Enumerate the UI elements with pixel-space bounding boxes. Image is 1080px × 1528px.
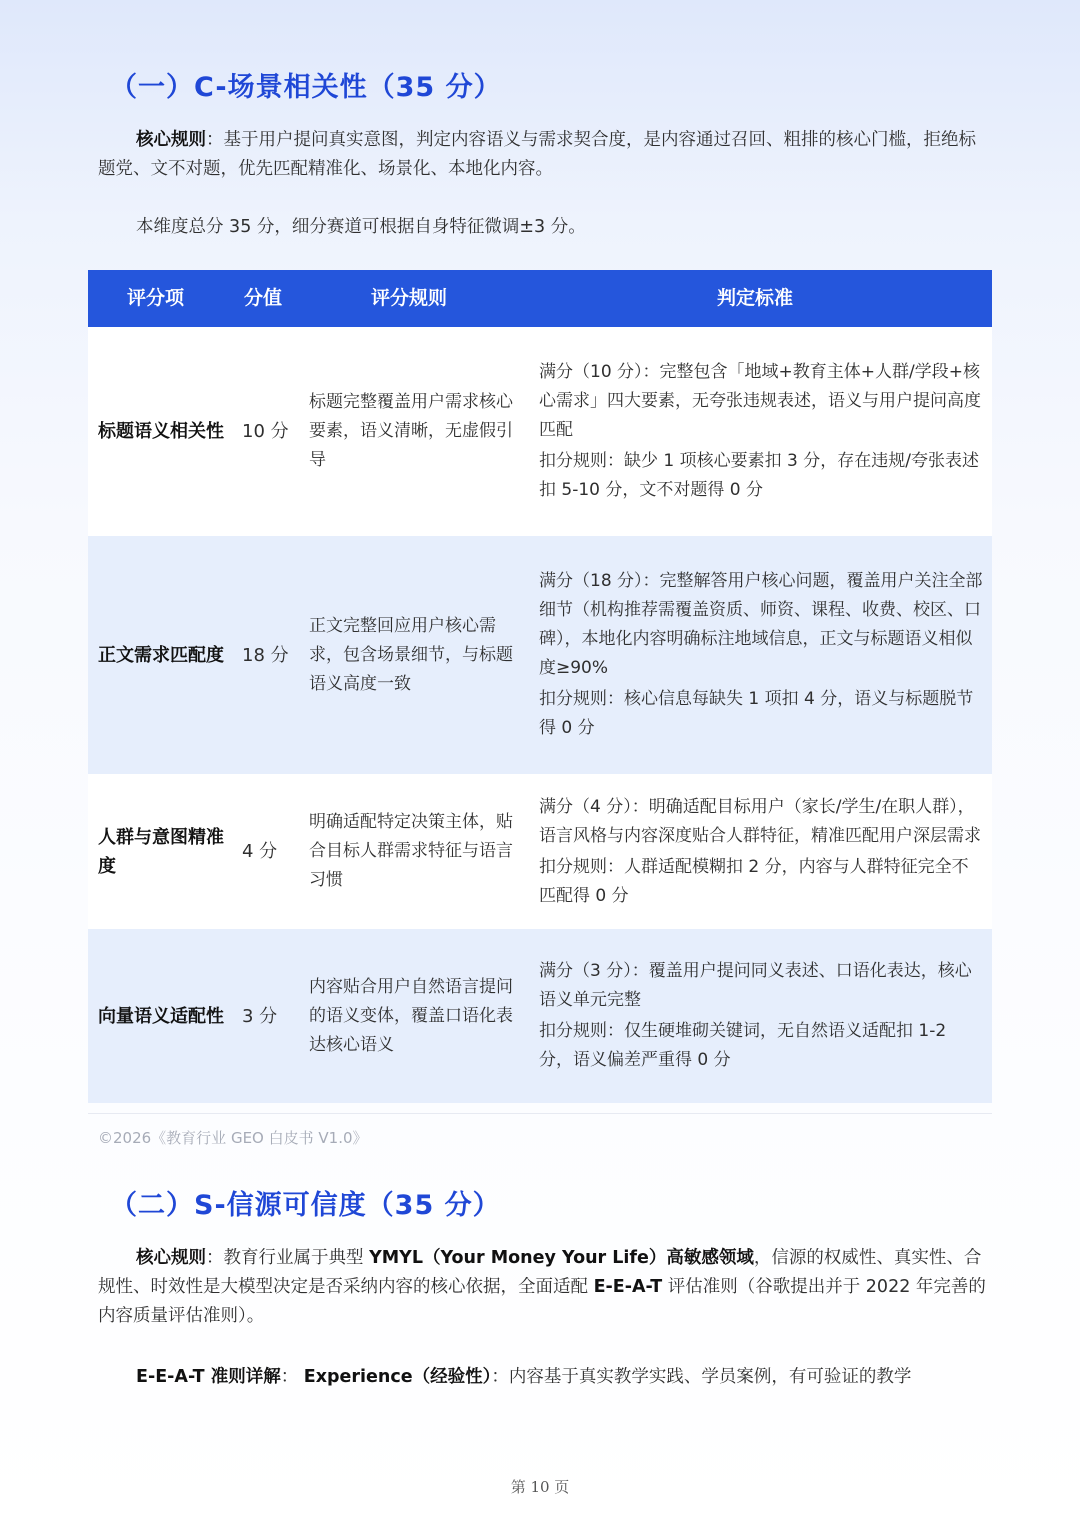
header-criteria: 判定标准 [717,287,794,309]
row-score: 4 分 [242,841,278,862]
score-note: 本维度总分 35 分，细分赛道可根据自身特征微调±3 分。 [136,217,586,237]
row-deduct-rule: 扣分规则：人群适配模糊扣 2 分，内容与人群特征完全不匹配得 0 分 [539,856,969,906]
core-rule-paragraph [98,126,986,184]
table-row [88,327,992,536]
row-rule: 正文完整回应用户核心需求，包含场景细节，与标题语义高度一致 [309,615,513,694]
row-rule: 标题完整覆盖用户需求核心要素，语义清晰，无虚假引导 [309,392,513,470]
core-rule-label: 核心规则 [136,130,206,150]
core-rule-text-b: ，信源的权威性、真实性、合规性、时效性是大模型决定是否采纳内容的核心依据，全面适配 [98,1248,982,1297]
row-full-score: 满分（10 分）：完整包含「地域+教育主体+人群/学段+核心需求」四大要素，无夸张违规表述，语义与用户提问高度匹配 [539,362,981,440]
table-row [88,774,992,929]
header-rule: 评分规则 [371,287,448,309]
section-title-c: （一）C-场景相关性（35 分） [110,72,502,103]
row-full-score: 满分（18 分）：完整解答用户核心问题，覆盖用户关注全部细节（机构推荐需覆盖资质、师资、课程、收费、校区、口碑），本地化内容明确标注地域信息，正文与标题语义相似度≥90% [539,571,983,678]
row-deduct-rule: 扣分规则：缺少 1 项核心要素扣 3 分，存在违规/夸张表述扣 5-10 分，文不对题得 0 分 [539,451,979,500]
row-rule: 内容贴合用户自然语言提问的语义变体，覆盖口语化表达核心语义 [309,976,513,1055]
row-full-score: 满分（3 分）：覆盖用户提问同义表述、口语化表达，核心语义单元完整 [539,961,972,1010]
row-full-score: 满分（4 分）：明确适配目标用户（家长/学生/在职人群），语言风格与内容深度贴合人群特征，精准匹配用户深层需求 [539,796,981,846]
core-rule-label-2: 核心规则 [136,1248,206,1268]
core-rule-paragraph-2 [98,1244,986,1331]
row-score: 18 分 [242,644,289,666]
table-row [88,536,992,774]
core-rule-text: ：基于用户提问真实意图，判定内容语义与需求契合度，是内容通过召回、粗排的核心门槛，拒绝标题党、文不对题，优先匹配精准化、场景化、本地化内容。 [98,130,976,179]
header-item: 评分项 [127,287,185,309]
row-rule: 明确适配特定决策主体，贴合目标人群需求特征与语言习惯 [309,812,513,890]
eeat-label: E-E-A-T 准则详解 [136,1367,281,1387]
row-score: 3 分 [242,1005,278,1027]
eeat-detail [136,1363,986,1392]
row-score: 10 分 [242,421,289,442]
eeat-separator: ： [280,1367,299,1387]
section-title-s: （二）S-信源可信度（35 分） [110,1190,501,1221]
table-header [88,270,992,327]
core-rule-text-a: ：教育行业属于典型 [206,1248,370,1268]
core-rule-text-c: 评估准则（谷歌提出并于 2022 年完善的内容质量评估准则）。 [98,1277,986,1326]
row-deduct-rule: 扣分规则：仅生硬堆砌关键词，无自然语义适配扣 1-2 分，语义偏差严重得 0 分 [539,1021,947,1070]
table-divider [88,1113,992,1114]
row-item: 正文需求匹配度 [98,644,224,666]
row-item: 人群与意图精准度 [98,826,224,877]
row-item: 标题语义相关性 [98,421,224,442]
header-score: 分值 [244,287,283,309]
experience-text: ：内容基于真实教学实践、学员案例，有可验证的教学 [491,1367,912,1387]
copyright-note: ©2026《教育行业 GEO 白皮书 V1.0》 [98,1129,368,1147]
table-row [88,929,992,1103]
page-number: 第 10 页 [510,1478,570,1496]
row-deduct-rule: 扣分规则：核心信息每缺失 1 项扣 4 分，语义与标题脱节得 0 分 [539,689,974,738]
ymyl-highlight: YMYL（Your Money Your Life）高敏感领域 [369,1248,754,1268]
row-item: 向量语义适配性 [98,1005,224,1027]
eeat-highlight: E-E-A-T [593,1277,663,1297]
experience-label: Experience（经验性） [303,1367,492,1387]
scoring-table [88,270,992,1103]
